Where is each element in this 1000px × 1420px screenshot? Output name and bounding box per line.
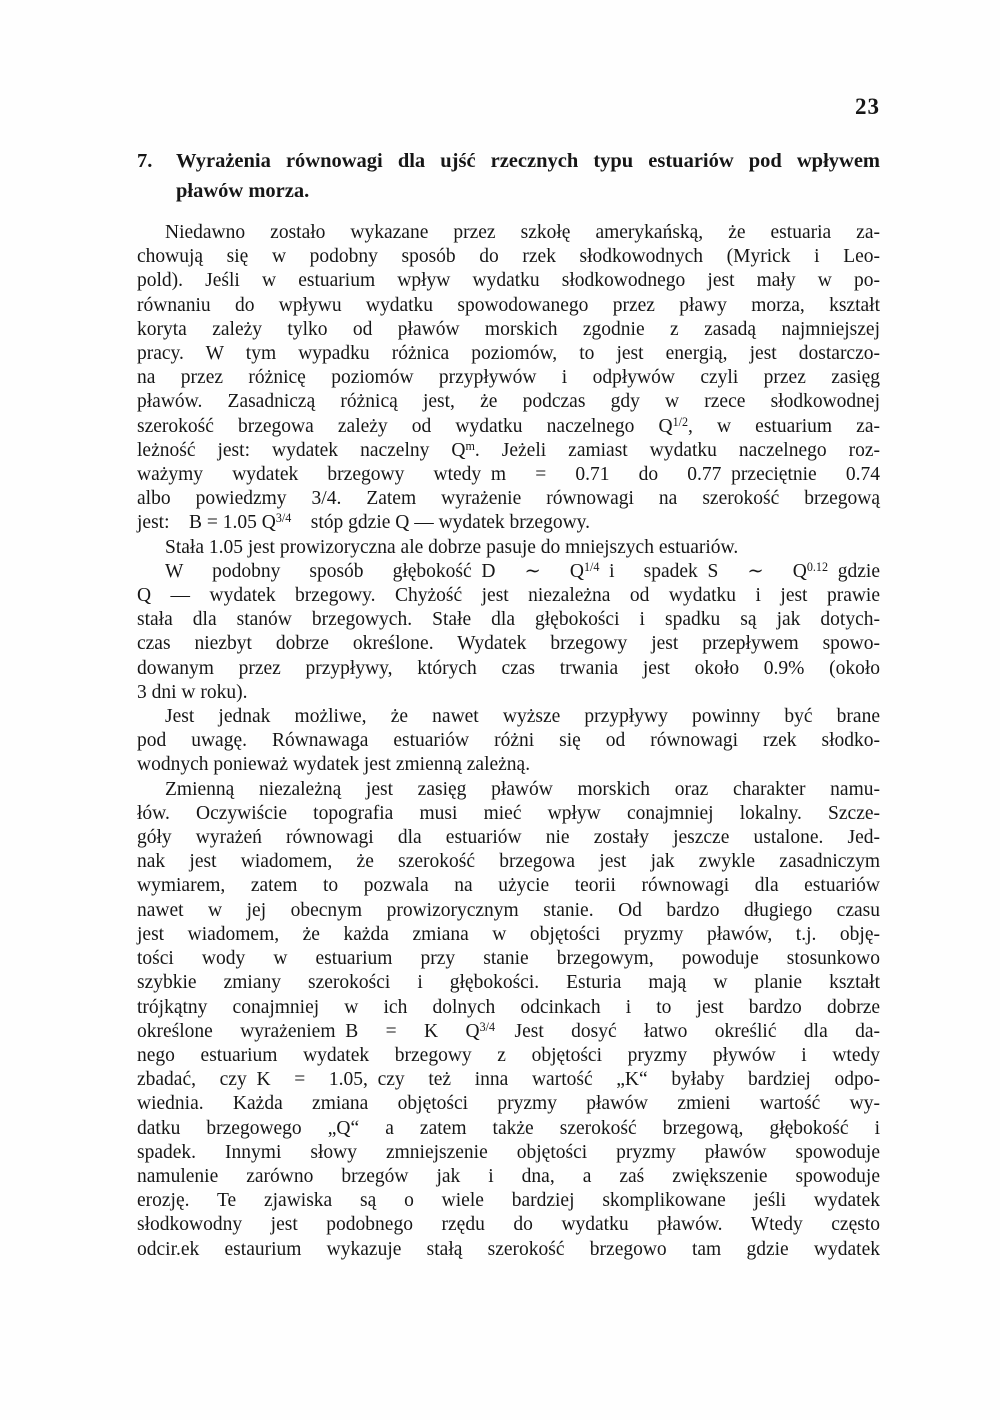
text-line: zbadać, czy K = 1.05, czy też inna wartość „K“ byłaby bardziej odpo- bbox=[137, 1069, 880, 1091]
section-heading-text bbox=[176, 146, 880, 206]
text-line: albo powiedzmy 3/4. Zatem wyrażenie równowagi na szerokość brzegową bbox=[137, 488, 880, 510]
text-line: Jest jednak możliwe, że nawet wyższe przypływy powinny być brane bbox=[165, 706, 880, 728]
text-line: pracy. W tym wypadku różnica poziomów, to jest energią, jest dostarczo- bbox=[137, 343, 880, 365]
text-line: Q — wydatek brzegowy. Chyżość jest niezależna od wydatku i jest prawie bbox=[137, 585, 880, 607]
body-text bbox=[137, 221, 880, 1262]
text-line: leżność jest: wydatek naczelny $Q^m$. Jeżeli zamiast wydatku naczelnego roz- bbox=[137, 438, 881, 461]
section-heading bbox=[137, 146, 880, 206]
text-line: Zmienną niezależną jest zasięg pławów morskich oraz charakter namu- bbox=[165, 778, 880, 800]
text-line: tości wody w estuarium przy stanie brzegowym, powoduje stosunkowo bbox=[137, 948, 880, 970]
text-line: równaniu do wpływu wydatku spowodowanego przez pławy morza, kształt bbox=[137, 294, 880, 316]
text-line: dowanym przez przypływy, których czas trwania jest około 0.9% (około bbox=[137, 657, 880, 679]
text-line: spadek. Innymi słowy zmniejszenie objętości pryzmy pławów spowoduje bbox=[137, 1141, 880, 1163]
page-content bbox=[137, 146, 880, 1262]
text-line: pod uwagę. Równawaga estuariów różni się od równowagi rzek słodko- bbox=[137, 730, 880, 752]
text-line: koryta zależy tylko od pławów morskich zgodnie z zasadą najmniejszej bbox=[137, 318, 880, 340]
text-line: pławów. Zasadniczą różnicą jest, że podczas gdy w rzece słodkowodnej bbox=[137, 391, 880, 413]
heading-line: Wyrażenia równowagi dla ujść rzecznych typu estuariów pod wpływem bbox=[176, 150, 880, 172]
text-line: łów. Oczywiście topografia musi mieć wpływ conajmniej lokalny. Szcze- bbox=[137, 802, 880, 824]
section-number: 7. bbox=[137, 150, 153, 172]
text-line: szybkie zmiany szerokości i głębokości. Esturia mają w planie kształt bbox=[137, 972, 880, 994]
text-line: wymiarem, zatem to pozwala na użycie teorii równowagi dla estuariów bbox=[137, 875, 880, 897]
heading-line: pławów morza. bbox=[176, 180, 310, 202]
text-line: jest: B = 1.05 $Q^{3/4}$ stóp gdzie Q — wydatek brzegowy. bbox=[137, 511, 591, 534]
superscript: m bbox=[465, 438, 475, 453]
text-line: określone wyrażeniem B = K $Q^{3/4}$ Jest dosyć łatwo określić dla da- bbox=[137, 1019, 881, 1042]
text-line: jest wiadomem, że każda zmiana w objętości pryzmy pławów, t.j. obję- bbox=[137, 923, 880, 945]
text-line: nego estuarium wydatek brzegowy z objętości pryzmy pływów i wtedy bbox=[137, 1044, 880, 1066]
text-line: stała dla stanów brzegowych. Stałe dla głębokości i spadku są jak dotych- bbox=[137, 609, 880, 631]
text-line: góły wyrażeń równowagi dla estuariów nie zostały jeszcze ustalone. Jed- bbox=[137, 827, 880, 849]
text-line: czas niezbyt dobrze określone. Wydatek brzegowy jest przepływem spowo- bbox=[137, 633, 880, 655]
superscript: 0.12 bbox=[806, 559, 829, 574]
text-line: wodnych ponieważ wydatek jest zmienną zależną. bbox=[137, 754, 531, 776]
text-line: trójkątny conajmniej w ich dolnych odcinkach i to jest bardzo dobrze bbox=[137, 996, 880, 1018]
superscript: 3/4 bbox=[479, 1019, 496, 1034]
text-line: nawet w jej obecnym prowizorycznym stanie. Od bardzo długiego czasu bbox=[137, 899, 880, 921]
text-line: chowują się w podobny sposób do rzek słodkowodnych (Myrick i Leo- bbox=[137, 246, 880, 268]
text-line: 3 dni w roku). bbox=[137, 681, 248, 703]
text-line: nak jest wiadomem, że szerokość brzegowa jest jak zwykle zasadniczym bbox=[137, 851, 880, 873]
text-line: namulenie zarówno brzegów jak i dna, a zaś zwiększenie spowoduje bbox=[137, 1165, 880, 1187]
superscript: 1/4 bbox=[583, 559, 600, 574]
superscript: 1/2 bbox=[672, 414, 688, 429]
text-line: odcir.ek estaurium wykazuje stałą szerokość brzegowo tam gdzie wydatek bbox=[137, 1238, 880, 1260]
text-line: Stała 1.05 jest prowizoryczna ale dobrze pasuje do mniejszych estuariów. bbox=[165, 536, 739, 558]
text-line: datku brzegowego „Q“ a zatem także szerokość brzegową, głębokość i bbox=[137, 1117, 880, 1139]
text-line: słodkowodny jest podobnego rzędu do wydatku pławów. Wtedy często bbox=[137, 1214, 880, 1236]
text-line: Niedawno zostało wykazane przez szkołę amerykańską, że estuaria za- bbox=[165, 222, 880, 243]
text-line: na przez różnicę poziomów przypływów i odpływów czyli przez zasięg bbox=[137, 367, 880, 389]
text-line: wiednia. Każda zmiana objętości pryzmy pławów zmieni wartość wy- bbox=[137, 1093, 880, 1115]
text-line: W podobny sposób głębokość D ∼ $Q^{1/4}$ i spadek S ∼ $Q^{0.12}$ gdzie bbox=[165, 559, 880, 582]
text-line: pold). Jeśli w estuarium wpływ wydatku słodkowodnego jest mały w po- bbox=[137, 270, 880, 292]
superscript: 3/4 bbox=[275, 511, 292, 526]
text-line: szerokość brzegowa zależy od wydatku naczelnego $Q^{1/2}$, w estuarium za- bbox=[137, 414, 880, 437]
text-line: erozję. Te zjawiska są o wiele bardziej skomplikowane jeśli wydatek bbox=[137, 1190, 880, 1212]
page-number: 23 bbox=[855, 94, 880, 119]
text-line: ważymy wydatek brzegowy wtedy m = 0.71 do 0.77 przeciętnie 0.74 bbox=[137, 464, 880, 486]
